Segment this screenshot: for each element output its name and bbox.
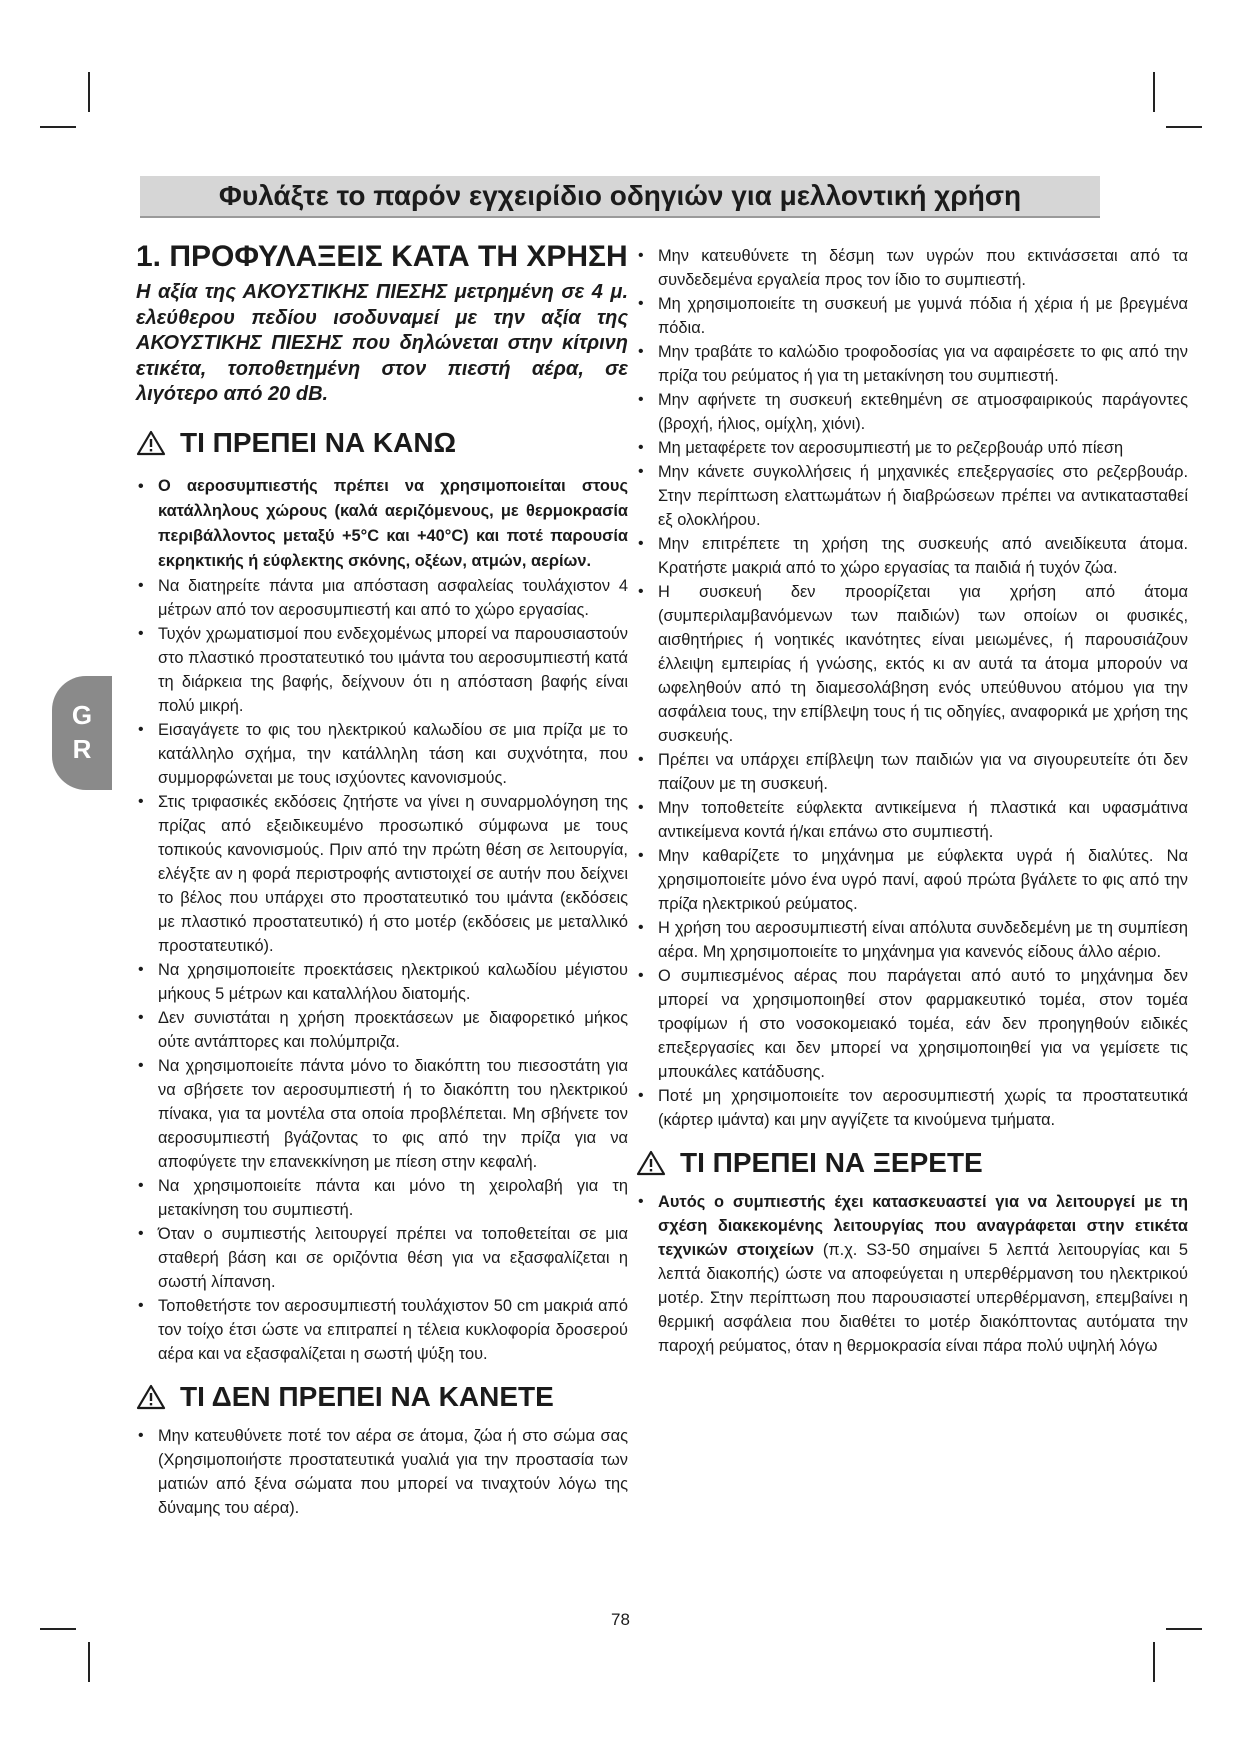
do-heading-text: ΤΙ ΠΡΕΠΕΙ ΝΑ ΚΑΝΩ bbox=[180, 426, 457, 458]
do-item: • Τυχόν χρωματισμοί που ενδεχομένως μπορεί να παρουσιαστούν στο πλαστικό προστατευτικό του ιμάντα του αεροσυμπιεστή κατά τη διάρκεια της βαφής, δείχνουν ότι η απόσταση βαφής είναι πολύ μικρή. bbox=[136, 622, 628, 718]
do-item: • Να χρησιμοποιείτε πάντα και μόνο τη χειρολαβή για τη μετακίνηση του συμπιεστή. bbox=[136, 1174, 628, 1222]
section-title: 1. ΠΡΟΦΥΛΑΞΕΙΣ ΚΑΤΑ ΤΗ ΧΡΗΣΗ bbox=[136, 240, 628, 273]
do-item: • Δεν συνιστάται η χρήση προεκτάσεων με διαφορετικό μήκος ούτε αντάπτορες και πολύμπριζα. bbox=[136, 1006, 628, 1054]
dont-item: • Μην αφήνετε τη συσκευή εκτεθημένη σε ατμοσφαιρικούς παράγοντες (βροχή, ήλιος, ομίχλη, χιόνι). bbox=[636, 388, 1188, 436]
know-heading-text: ΤΙ ΠΡΕΠΕΙ ΝΑ ΞΕΡΕΤΕ bbox=[680, 1147, 983, 1178]
do-item: • Ο αεροσυμπιεστής πρέπει να χρησιμοποιείται στους κατάλληλους χώρους (καλά αεριζόμενους, με θερμοκρασία περιβάλλοντος μεταξύ +5°C και +40°C) και ποτέ παρουσία εκρηκτικής ή εύφλεκτης σκόνης, οξέων, ατμών, αερίων. bbox=[136, 474, 628, 574]
dont-item: • Μη χρησιμοποιείτε τη συσκευή με γυμνά πόδια ή χέρια ή με βρεγμένα πόδια. bbox=[636, 292, 1188, 340]
dont-item: • Ο συμπιεσμένος αέρας που παράγεται από αυτό το μηχάνημα δεν μπορεί να χρησιμοποιηθεί στον φαρμακευτικό τομέα, στον τομέα τροφίμων ή στο νοσοκομειακό τομέα, εάν δεν προηγηθούν ειδικές επεξεργασίες και δεν μπορεί να χρησιμοποιηθεί για να γεμίσετε τις μπουκάλες κατάδυσης. bbox=[636, 964, 1188, 1084]
page-number: 78 bbox=[611, 1610, 630, 1629]
do-item: • Όταν ο συμπιεστής λειτουργεί πρέπει να τοποθετείται σε μια σταθερή βάση και σε οριζόντια θέση για να εξασφαλίζεται η σωστή λίπανση. bbox=[136, 1222, 628, 1294]
dont-item: • Μην τοποθετείτε εύφλεκτα αντικείμενα ή πλαστικά και υφασμάτινα αντικείμενα κοντά ή/και επάνω στο συμπιεστή. bbox=[636, 796, 1188, 844]
dont-list-continued bbox=[636, 244, 1188, 1132]
dont-item: • Μην καθαρίζετε το μηχάνημα με εύφλεκτα υγρά ή διαλύτες. Να χρησιμοποιείτε μόνο ένα υγρό πανί, αφού πρώτα βγάλετε το φις από την πρίζα ηλεκτρικού ρεύματος. bbox=[636, 844, 1188, 916]
page-banner: Φυλάξτε το παρόν εγχειρίδιο οδηγιών για μελλοντική χρήση bbox=[140, 176, 1100, 218]
crop-mark bbox=[88, 72, 90, 112]
know-heading bbox=[636, 1146, 1188, 1180]
crop-mark bbox=[1153, 72, 1155, 112]
warning-triangle-icon bbox=[136, 430, 166, 456]
right-column bbox=[636, 244, 1188, 1358]
warning-triangle-icon bbox=[636, 1150, 666, 1176]
know-item-rest: (π.χ. S3-50 σημαίνει 5 λεπτά λειτουργίας και 5 λεπτά διακοπής) ώστε να αποφεύγεται η υπερθέρμανση του ηλεκτρικού μοτέρ. Στην περίπτωση που παρουσιαστεί υπερθέρμανση, επεμβαίνει η θερμική ασφάλεια που διαθέτει το μοτέρ διακόπτοντας αυτόματα την παροχή ρεύματος, όταν η θερμοκρασία είναι πάρα πολύ υψηλή λόγω bbox=[658, 1241, 1188, 1355]
do-item: • Να χρησιμοποιείτε πάντα μόνο το διακόπτη του πιεσοστάτη για να σβήσετε τον αεροσυμπιεστή ή το διακόπτη του ηλεκτρικού πίνακα, για τα μοντέλα στα οποία προβλέπεται. Μη σβήνετε τον αεροσυμπιεστή βγάζοντας το φις από την πρίζα για να αποφύγετε την επανεκκίνηση με πίεση στην κεφαλή. bbox=[136, 1054, 628, 1174]
do-item: • Στις τριφασικές εκδόσεις ζητήστε να γίνει η συναρμολόγηση της πρίζας από εξειδικευμένο προσωπικό σύμφωνα με τους τοπικούς κανονισμούς. Πριν από την πρώτη θέση σε λειτουργία, ελέγξτε αν η φορά περιστροφής αντιστοιχεί σε αυτήν που δείχνει το βέλος που υπάρχει στο προστατευτικό του ιμάντα (εκδόσεις με πλαστικό προστατευτικό) ή στο μοτέρ (εκδόσεις με μεταλλικό προστατευτικό). bbox=[136, 790, 628, 958]
crop-mark bbox=[88, 1642, 90, 1682]
dont-item: • Μην τραβάτε το καλώδιο τροφοδοσίας για να αφαιρέσετε το φις από την πρίζα του ρεύματος ή για τη μετακίνηση του συμπιεστή. bbox=[636, 340, 1188, 388]
do-heading bbox=[136, 426, 628, 460]
warning-triangle-icon bbox=[136, 1384, 166, 1410]
know-item bbox=[636, 1190, 1188, 1358]
do-item: • Τοποθετήστε τον αεροσυμπιεστή τουλάχιστον 50 cm μακριά από τον τοίχο έτσι ώστε να επιτραπεί η τέλεια κυκλοφορία δροσερού αέρα και να εξασφαλίζεται η σωστή ψύξη του. bbox=[136, 1294, 628, 1366]
side-tab-letter-1: G bbox=[71, 700, 93, 730]
know-item-bold: Αυτός ο συμπιεστής έχει κατασκευαστεί για να λειτουργεί με τη σχέση διακεκομένης λειτουργίας που αναγράφεται στην ετικέτα τεχνικών στοιχείων bbox=[658, 1193, 1188, 1259]
know-list bbox=[636, 1190, 1188, 1358]
do-item: • Να διατηρείτε πάντα μια απόσταση ασφαλείας τουλάχιστον 4 μέτρων από τον αεροσυμπιεστή και από το χώρο εργασίας. bbox=[136, 574, 628, 622]
dont-item: • Πρέπει να υπάρχει επίβλεψη των παιδιών για να σιγουρευτείτε ότι δεν παίζουν με τη συσκευή. bbox=[636, 748, 1188, 796]
dont-item: • Η χρήση του αεροσυμπιεστή είναι απόλυτα συνδεδεμένη με τη συμπίεση αέρα. Μη χρησιμοποιείτε το μηχάνημα για κανενός είδους άλλο αέριο. bbox=[636, 916, 1188, 964]
dont-item: • Μη μεταφέρετε τον αεροσυμπιεστή με το ρεζερβουάρ υπό πίεση bbox=[636, 436, 1188, 460]
dont-list-start bbox=[136, 1424, 628, 1520]
dont-heading-text: ΤΙ ΔΕΝ ΠΡΕΠΕΙ ΝΑ ΚΑΝΕΤΕ bbox=[180, 1380, 554, 1412]
language-side-tab bbox=[52, 676, 112, 790]
dont-item: • Ποτέ μη χρησιμοποιείτε τον αεροσυμπιεστή χωρίς τα προστατευτικά (κάρτερ ιμάντα) και μην αγγίζετε τα κινούμενα τμήματα. bbox=[636, 1084, 1188, 1132]
do-item: • Εισαγάγετε το φις του ηλεκτρικού καλωδίου σε μια πρίζα με το κατάλληλο σχήμα, την κατάλληλη τάση και συχνότητα, που συμμορφώνεται με τους ισχύοντες κανονισμούς. bbox=[136, 718, 628, 790]
do-item: • Να χρησιμοποιείτε προεκτάσεις ηλεκτρικού καλωδίου μέγιστου μήκους 5 μέτρων και καταλλήλου διατομής. bbox=[136, 958, 628, 1006]
dont-item: • Η συσκευή δεν προορίζεται για χρήση από άτομα (συμπεριλαμβανόμενων των παιδιών) των οποίων οι φυσικές, αισθητήριες ή νοητικές ικανότητες είναι μειωμένες, ή παρουσιάζουν έλλειψη εμπειρίας ή γνώσης, εκτός κι αν αυτά τα άτομα μπορούν να ωφεληθούν από τη διαμεσολάβηση ενός υπεύθυνου ατόμου για την ασφάλεια τους, την επίβλεψη τους ή τις οδηγίες, αναφορικά με χρήση της συσκευής. bbox=[636, 580, 1188, 748]
crop-mark bbox=[1166, 126, 1202, 128]
intro-paragraph: Η αξία της ΑΚΟΥΣΤΙΚΗΣ ΠΙΕΣΗΣ μετρημένη σε 4 μ. ελεύθερου πεδίου ισοδυναμεί με την αξία της ΑΚΟΥΣΤΙΚΗΣ ΠΙΕΣΗΣ που δηλώνεται στην κίτρινη ετικέτα, τοποθετημένη στον πιεστή αέρα, σε λιγότερο από 20 dB. bbox=[136, 281, 628, 405]
dont-item: • Μην κατευθύνετε ποτέ τον αέρα σε άτομα, ζώα ή στο σώμα σας (Χρησιμοποιήστε προστατευτικά γυαλιά για την προστασία των ματιών από ξένα σώματα που μπορεί να τιναχτούν λόγω της δύναμης του αέρα). bbox=[136, 1424, 628, 1520]
do-list bbox=[136, 474, 628, 1366]
dont-heading bbox=[136, 1380, 628, 1414]
dont-item: • Μην κατευθύνετε τη δέσμη των υγρών που εκτινάσσεται από τα συνδεδεμένα εργαλεία προς τον ίδιο το συμπιεστή. bbox=[636, 244, 1188, 292]
dont-item: • Μην κάνετε συγκολλήσεις ή μηχανικές επεξεργασίες στο ρεζερβουάρ. Στην περίπτωση ελαττωμάτων ή διαβρώσεων πρέπει να αντικατασταθεί εξ ολοκλήρου. bbox=[636, 460, 1188, 532]
dont-item: • Μην επιτρέπετε τη χρήση της συσκευής από ανειδίκευτα άτομα. Κρατήστε μακριά από το χώρο εργασίας τα παιδιά ή τυχόν ζώα. bbox=[636, 532, 1188, 580]
left-column bbox=[136, 240, 628, 1520]
crop-mark bbox=[40, 126, 76, 128]
side-tab-letter-2: R bbox=[72, 734, 92, 764]
crop-mark bbox=[1153, 1642, 1155, 1682]
